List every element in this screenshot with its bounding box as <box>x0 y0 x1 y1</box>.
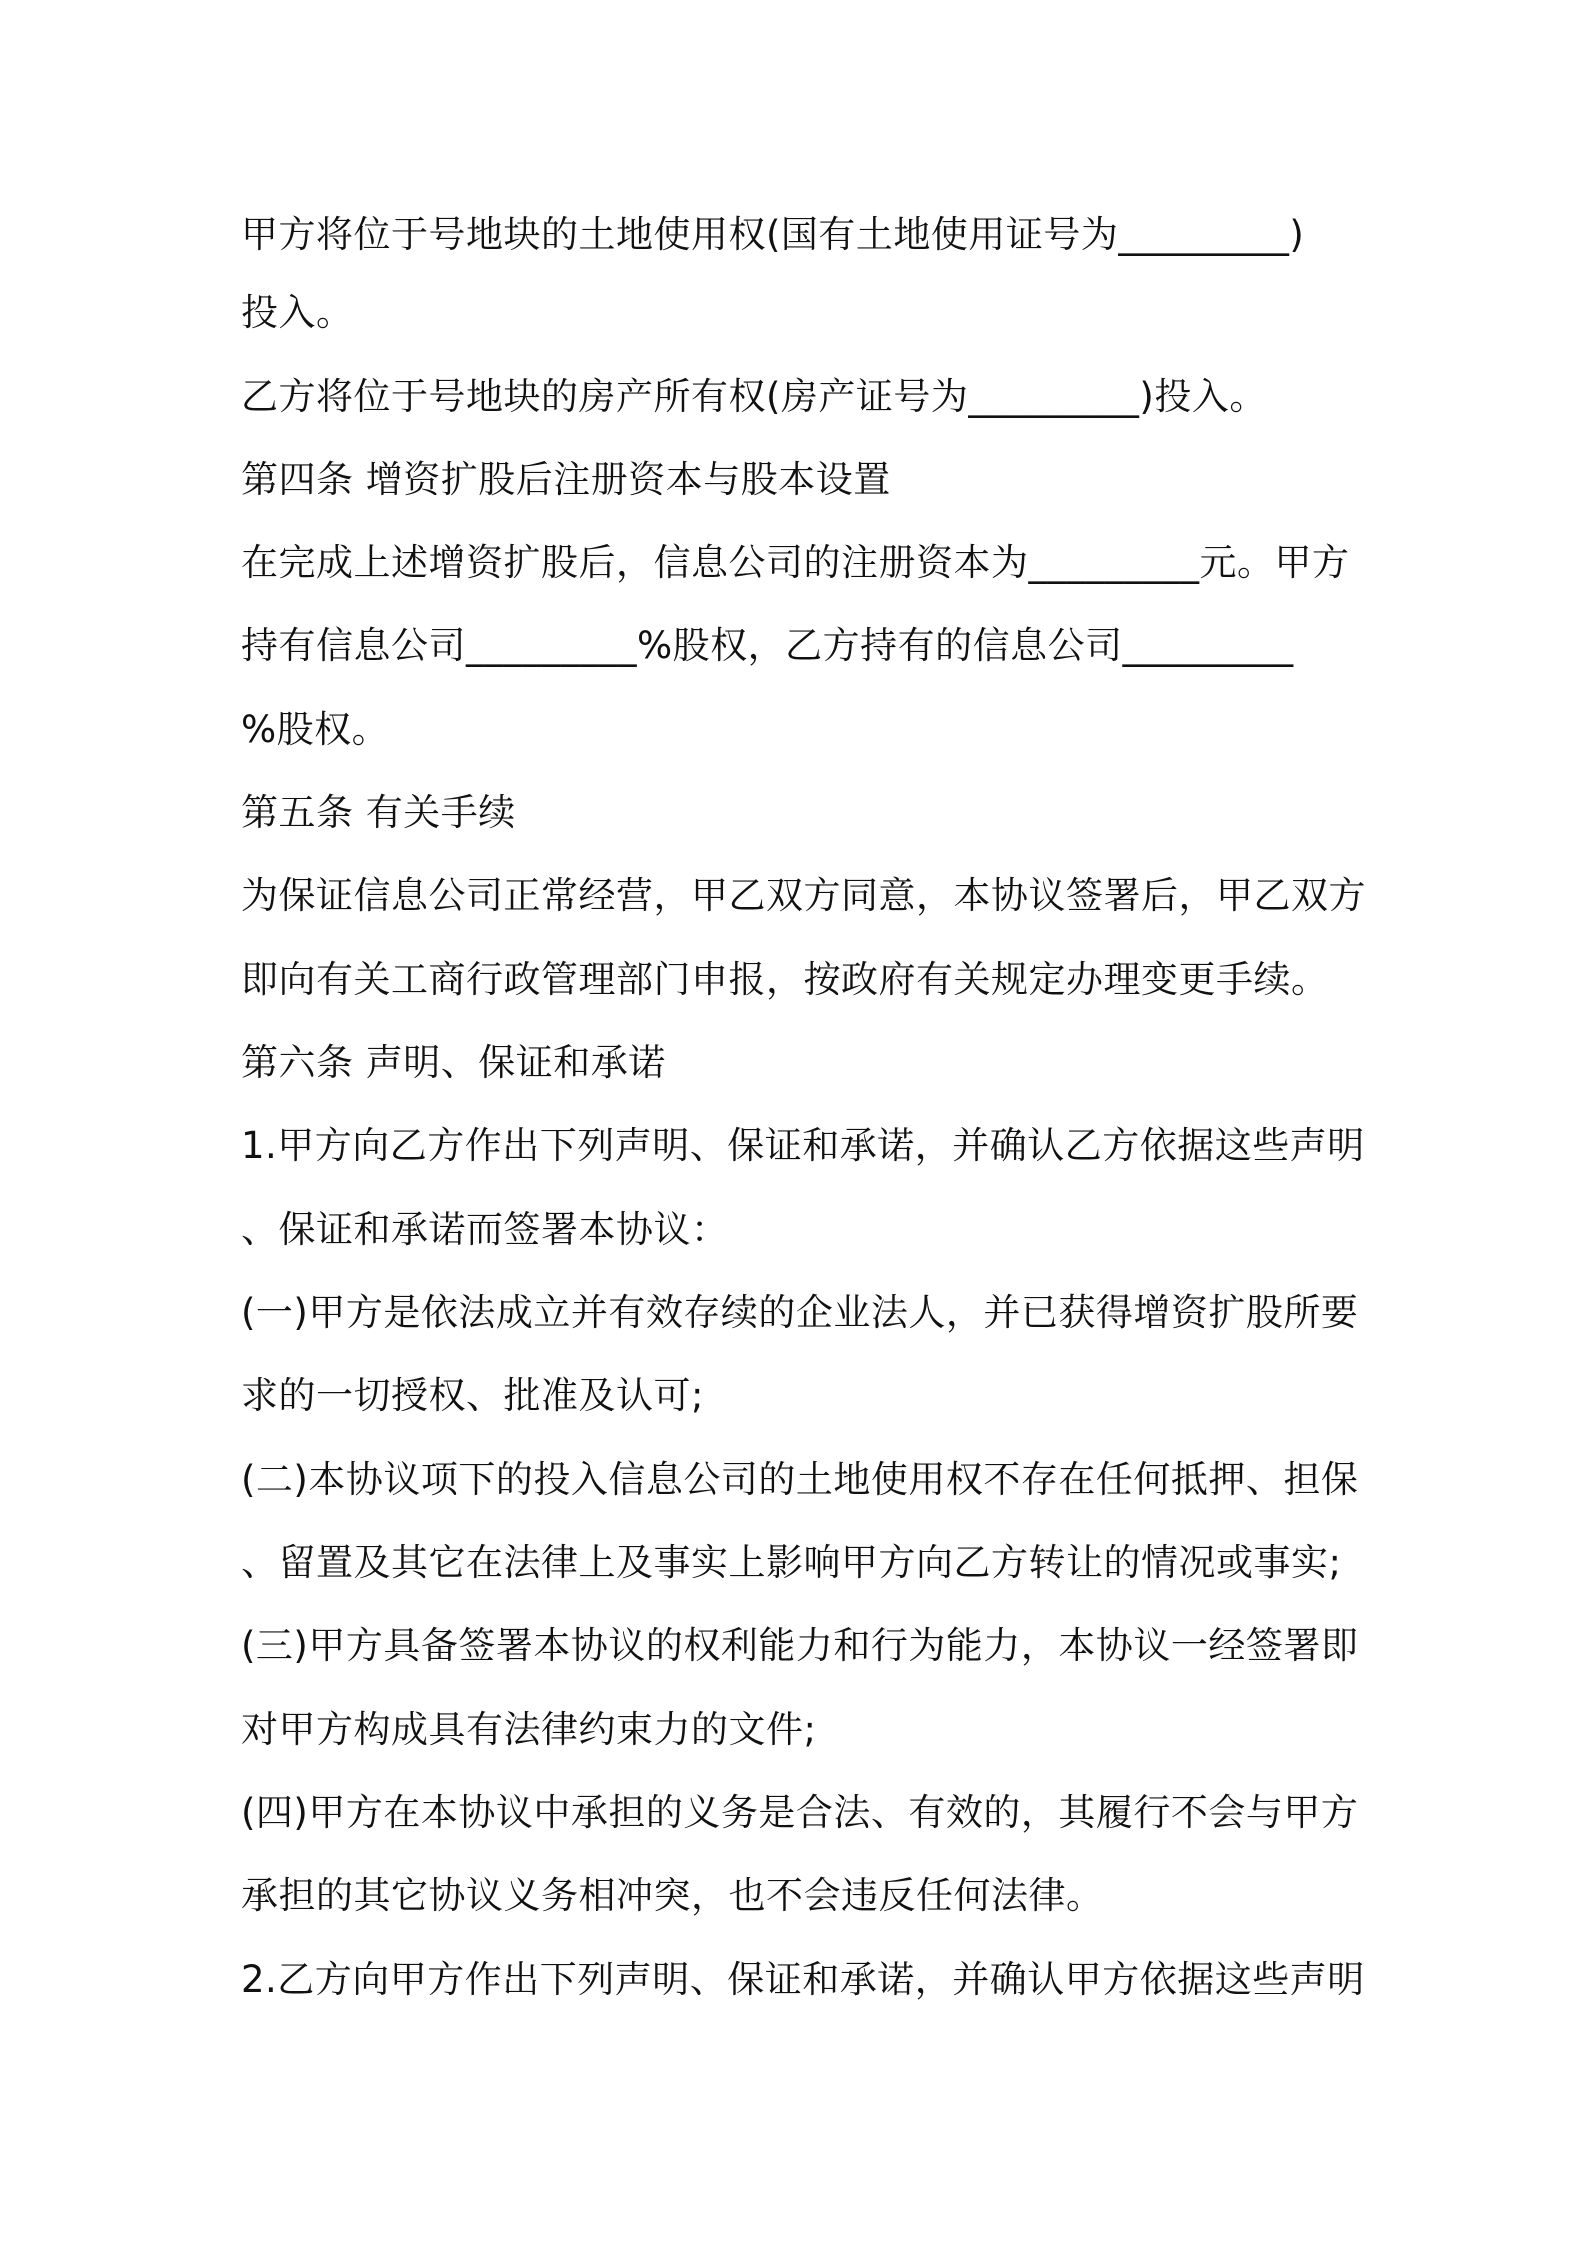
text-line: 1.甲方向乙方作出下列声明、保证和承诺，并确认乙方依据这些声明 <box>241 1124 1365 1167</box>
text-line: %股权。 <box>241 708 390 751</box>
text-line: 、留置及其它在法律上及事实上影响甲方向乙方转让的情况或事实; <box>241 1541 1342 1584</box>
text-line: 为保证信息公司正常经营，甲乙双方同意，本协议签署后，甲乙双方 <box>241 874 1366 917</box>
text-line: (一)甲方是依法成立并有效存续的企业法人，并已获得增资扩股所要 <box>241 1291 1359 1334</box>
text-line: 、保证和承诺而签署本协议： <box>241 1208 729 1251</box>
text-line: (四)甲方在本协议中承担的义务是合法、有效的，其履行不会与甲方 <box>241 1791 1359 1834</box>
text-line: 乙方将位于号地块的房产所有权(房产证号为_________)投入。 <box>241 375 1267 418</box>
text-line: 投入。 <box>241 291 354 334</box>
section-heading: 第六条 声明、保证和承诺 <box>241 1041 666 1084</box>
text-line: 2.乙方向甲方作出下列声明、保证和承诺，并确认甲方依据这些声明 <box>241 1958 1365 2001</box>
text-line: 承担的其它协议义务相冲突，也不会违反任何法律。 <box>241 1874 1104 1917</box>
text-line: 甲方将位于号地块的土地使用权(国有土地使用证号为_________) <box>241 213 1305 256</box>
text-line: (三)甲方具备签署本协议的权利能力和行为能力，本协议一经签署即 <box>241 1624 1359 1667</box>
text-line: 即向有关工商行政管理部门申报，按政府有关规定办理变更手续。 <box>241 958 1329 1001</box>
text-line: 对甲方构成具有法律约束力的文件; <box>241 1708 817 1751</box>
section-heading: 第四条 增资扩股后注册资本与股本设置 <box>241 458 891 501</box>
text-line: 在完成上述增资扩股后，信息公司的注册资本为_________元。甲方 <box>241 541 1350 584</box>
text-line: (二)本协议项下的投入信息公司的土地使用权不存在任何抵押、担保 <box>241 1458 1359 1501</box>
section-heading: 第五条 有关手续 <box>241 791 516 834</box>
text-line: 求的一切授权、批准及认可; <box>241 1374 704 1417</box>
text-line: 持有信息公司_________%股权，乙方持有的信息公司_________ <box>241 624 1294 667</box>
